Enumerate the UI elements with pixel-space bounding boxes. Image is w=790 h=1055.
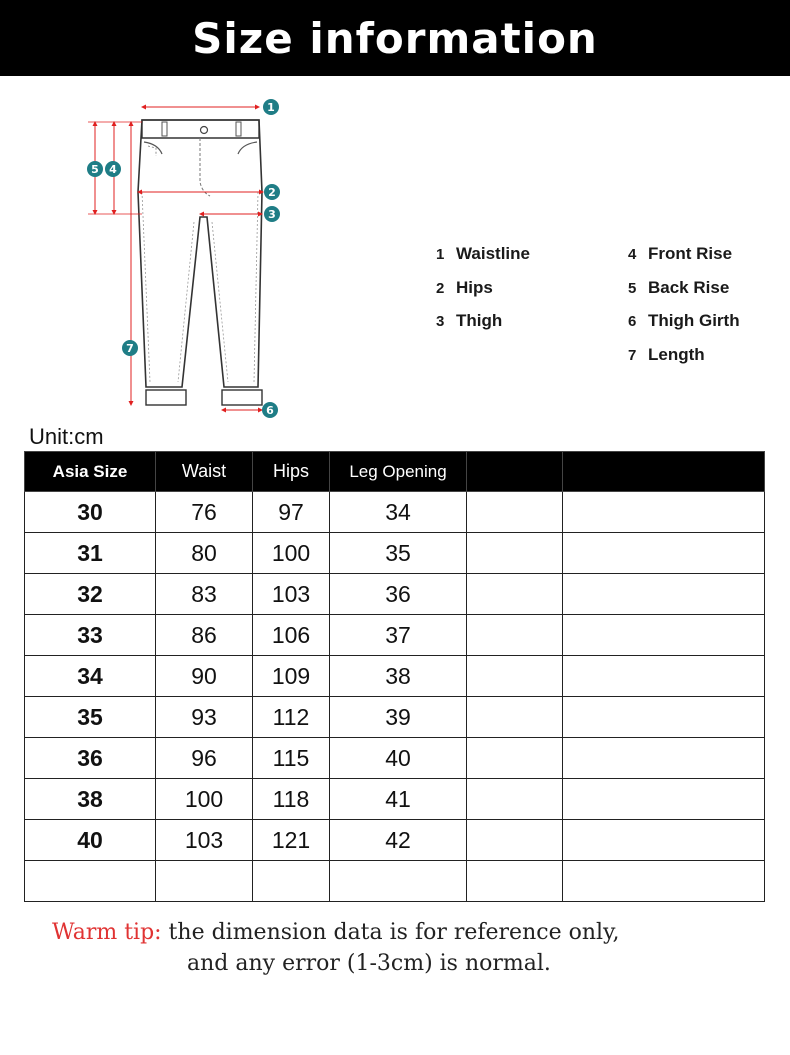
legend-num: 5 [628, 279, 637, 297]
table-cell: 30 [25, 492, 156, 533]
tip-line2: and any error (1-3cm) is normal. [187, 951, 551, 976]
table-row [25, 574, 765, 615]
table-cell: 106 [253, 615, 330, 656]
table-cell [563, 615, 765, 656]
table-row [25, 615, 765, 656]
header-cell: Hips [253, 452, 330, 492]
tip-label: Warm tip: [52, 920, 162, 945]
legend-left [436, 244, 530, 345]
legend-label: Thigh Girth [648, 311, 740, 330]
table-row [25, 697, 765, 738]
header-cell: Asia Size [25, 452, 156, 492]
svg-text:7: 7 [126, 342, 134, 355]
svg-text:5: 5 [91, 163, 99, 176]
legend-item [436, 278, 530, 312]
table-cell: 36 [25, 738, 156, 779]
warm-tip [52, 920, 620, 976]
table-cell [467, 656, 563, 697]
marker-6-icon [262, 402, 278, 418]
table-cell [467, 492, 563, 533]
table-cell: 115 [253, 738, 330, 779]
table-cell: 42 [330, 820, 467, 861]
table-cell: 35 [330, 533, 467, 574]
table-cell: 100 [253, 533, 330, 574]
table-cell [563, 656, 765, 697]
table-cell: 103 [156, 820, 253, 861]
left-cuff [146, 390, 186, 405]
table-cell: 40 [330, 738, 467, 779]
table-cell [467, 574, 563, 615]
page-title: Size information [192, 14, 598, 63]
tip-line1 [52, 920, 620, 945]
table-cell [563, 574, 765, 615]
table-cell: 38 [330, 656, 467, 697]
table-cell [467, 779, 563, 820]
table-row [25, 779, 765, 820]
table-cell [563, 738, 765, 779]
legend-num: 3 [436, 313, 445, 330]
table-cell: 80 [156, 533, 253, 574]
right-cuff [222, 390, 262, 405]
size-table [24, 451, 765, 902]
table-cell: 97 [253, 492, 330, 533]
tip-text: the dimension data is for reference only, [161, 920, 620, 945]
marker-3-icon [264, 206, 280, 222]
table-cell: 35 [25, 697, 156, 738]
marker-1-icon [263, 99, 279, 115]
table-header-row [25, 452, 765, 492]
table-cell: 96 [156, 738, 253, 779]
legend-label: Hips [456, 277, 493, 297]
header-cell: Waist [156, 452, 253, 492]
table-cell: 32 [25, 574, 156, 615]
table-row [25, 861, 765, 902]
unit-label: Unit:cm [29, 424, 104, 449]
svg-text:6: 6 [266, 404, 274, 417]
pants-diagram [76, 92, 296, 428]
table-cell [25, 861, 156, 902]
legend-item [628, 345, 740, 379]
table-cell: 39 [330, 697, 467, 738]
legend-item [628, 244, 740, 278]
table-cell [467, 820, 563, 861]
table-cell: 83 [156, 574, 253, 615]
marker-5-icon [87, 161, 103, 177]
table-cell: 86 [156, 615, 253, 656]
table-cell: 109 [253, 656, 330, 697]
table-cell: 34 [25, 656, 156, 697]
table-cell: 103 [253, 574, 330, 615]
table-cell: 37 [330, 615, 467, 656]
table-row [25, 492, 765, 533]
legend-num: 4 [628, 246, 637, 263]
table-cell [563, 779, 765, 820]
legend-num: 6 [628, 313, 637, 330]
svg-text:3: 3 [268, 208, 276, 221]
table-cell [467, 697, 563, 738]
legend-item [628, 278, 740, 312]
legend-label: Thigh [456, 311, 503, 330]
svg-text:2: 2 [268, 186, 276, 199]
table-row [25, 738, 765, 779]
header-banner [0, 0, 790, 76]
legend-num: 7 [628, 346, 637, 364]
table-cell [563, 861, 765, 902]
table-cell: 93 [156, 697, 253, 738]
table-cell [156, 861, 253, 902]
table-cell: 40 [25, 820, 156, 861]
legend-num: 1 [436, 246, 445, 263]
legend-label: Back Rise [648, 277, 730, 297]
svg-text:4: 4 [109, 163, 117, 176]
table-cell: 121 [253, 820, 330, 861]
table-cell [563, 533, 765, 574]
table-cell: 112 [253, 697, 330, 738]
header-cell [563, 452, 765, 492]
table-cell [467, 738, 563, 779]
table-cell: 31 [25, 533, 156, 574]
legend-item [436, 244, 530, 278]
table-cell [563, 697, 765, 738]
table-cell: 100 [156, 779, 253, 820]
table-row [25, 656, 765, 697]
table-cell: 33 [25, 615, 156, 656]
legend-label: Waistline [456, 244, 530, 263]
header-cell [467, 452, 563, 492]
legend-num: 2 [436, 279, 445, 297]
table-cell [563, 820, 765, 861]
table-cell [467, 615, 563, 656]
table-cell: 34 [330, 492, 467, 533]
legend-label: Length [648, 344, 705, 364]
table-cell: 90 [156, 656, 253, 697]
legend-label: Front Rise [648, 244, 733, 263]
table-cell: 36 [330, 574, 467, 615]
table-cell [253, 861, 330, 902]
legend-item [628, 311, 740, 345]
table-row [25, 533, 765, 574]
legend-right [628, 244, 740, 378]
marker-2-icon [264, 184, 280, 200]
table-cell [467, 533, 563, 574]
table-row [25, 820, 765, 861]
table-cell [467, 861, 563, 902]
table-cell: 118 [253, 779, 330, 820]
marker-4-icon [105, 161, 121, 177]
svg-text:1: 1 [267, 101, 275, 114]
table-cell: 76 [156, 492, 253, 533]
table-cell: 38 [25, 779, 156, 820]
table-cell [563, 492, 765, 533]
table-cell: 41 [330, 779, 467, 820]
table-cell [330, 861, 467, 902]
legend-item [436, 311, 530, 345]
marker-7-icon [122, 340, 138, 356]
header-cell: Leg Opening [330, 452, 467, 492]
